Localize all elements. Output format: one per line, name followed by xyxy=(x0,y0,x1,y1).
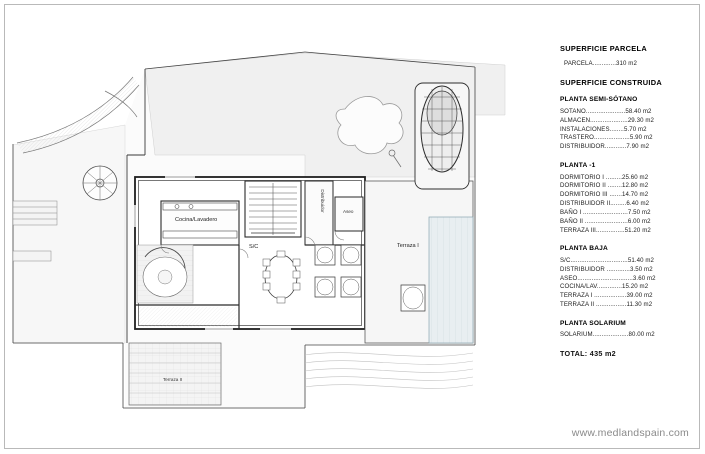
room-label-terraza-2: Terraza II xyxy=(163,377,183,382)
planta-baja-row: ASEO...............................3.60 m2 xyxy=(560,274,656,282)
terrace-one xyxy=(365,181,473,343)
parcela-row: PARCELA.............310 m2 xyxy=(564,59,637,67)
total-area: TOTAL: 435 m2 xyxy=(560,349,616,359)
planta-baja-row: TERRAZA I ..................39.00 m2 xyxy=(560,292,653,300)
parcela-block xyxy=(560,44,696,69)
planta-baja-row: TERRAZA II .................11.30 m2 xyxy=(560,301,653,309)
solarium-row: SOLARIUM....................80.00 m2 xyxy=(560,331,655,339)
room-label-cocina-lavadero: Cocina/Lavadero xyxy=(175,217,218,223)
solarium-block xyxy=(560,319,696,340)
lower-floor-shading xyxy=(139,307,237,327)
semisotano-row: INSTALACIONES........5.70 m2 xyxy=(560,125,647,133)
semisotano-row: SOTANO......................58.40 m2 xyxy=(560,107,652,115)
room-label-distribuidor: Distribuidor xyxy=(320,189,325,213)
planta1-row: TERRAZA III................51.20 m2 xyxy=(560,226,651,234)
sofa-area xyxy=(137,245,193,303)
planta1-title: PLANTA -1 xyxy=(560,161,596,169)
semisotano-row: ALMACEN.....................29.30 m2 xyxy=(560,116,655,124)
car-symbol xyxy=(415,83,469,189)
construida-block xyxy=(560,78,696,89)
parcela-title: SUPERFICIE PARCELA xyxy=(560,44,647,53)
planta1-row: DORMITORIO II ........12.80 m2 xyxy=(560,182,649,190)
ground-contours xyxy=(305,353,473,389)
planta-baja-title: PLANTA BAJA xyxy=(560,245,608,253)
semisotano-title: PLANTA SEMI-SÓTANO xyxy=(560,96,638,104)
semisotano-block xyxy=(560,95,696,152)
watermark-text: www.medlandspain.com xyxy=(571,427,689,439)
construida-title: SUPERFICIE CONSTRUIDA xyxy=(560,77,662,87)
planta-baja-row: S/C................................51.40 m2 xyxy=(560,256,655,264)
semisotano-row: DISTRIBUIDOR............7.90 m2 xyxy=(560,143,650,151)
planta1-row: BAÑO II ........................6.00 m2 xyxy=(560,217,651,225)
planta1-row: BAÑO I .........................7.50 m2 xyxy=(560,208,651,216)
planta1-block xyxy=(560,161,696,235)
planta1-row: DORMITORIO I .........25.60 m2 xyxy=(560,173,649,181)
solarium-title: PLANTA SOLARIUM xyxy=(560,319,627,327)
planta1-row: DORMITORIO III .......14.70 m2 xyxy=(560,191,649,199)
planta-baja-row: COCINA/LAV..............15.20 m2 xyxy=(560,283,649,291)
area-schedule xyxy=(560,44,696,360)
room-label-aseo: Aseo xyxy=(343,209,354,214)
floor-plan-drawing xyxy=(5,5,545,448)
planta-baja-block xyxy=(560,244,696,310)
room-label-terraza-1: Terraza I xyxy=(397,243,419,249)
planta1-row: DISTRIBUIDOR II.........6.40 m2 xyxy=(560,200,650,208)
planta-baja-row: DISTRIBUIDOR .............3.50 m2 xyxy=(560,265,653,273)
semisotano-row: TRASTERO....................5.90 m2 xyxy=(560,134,653,142)
room-label-sc: S/C xyxy=(249,244,259,250)
spiral-staircase xyxy=(83,166,117,200)
terrace-two xyxy=(129,343,221,405)
